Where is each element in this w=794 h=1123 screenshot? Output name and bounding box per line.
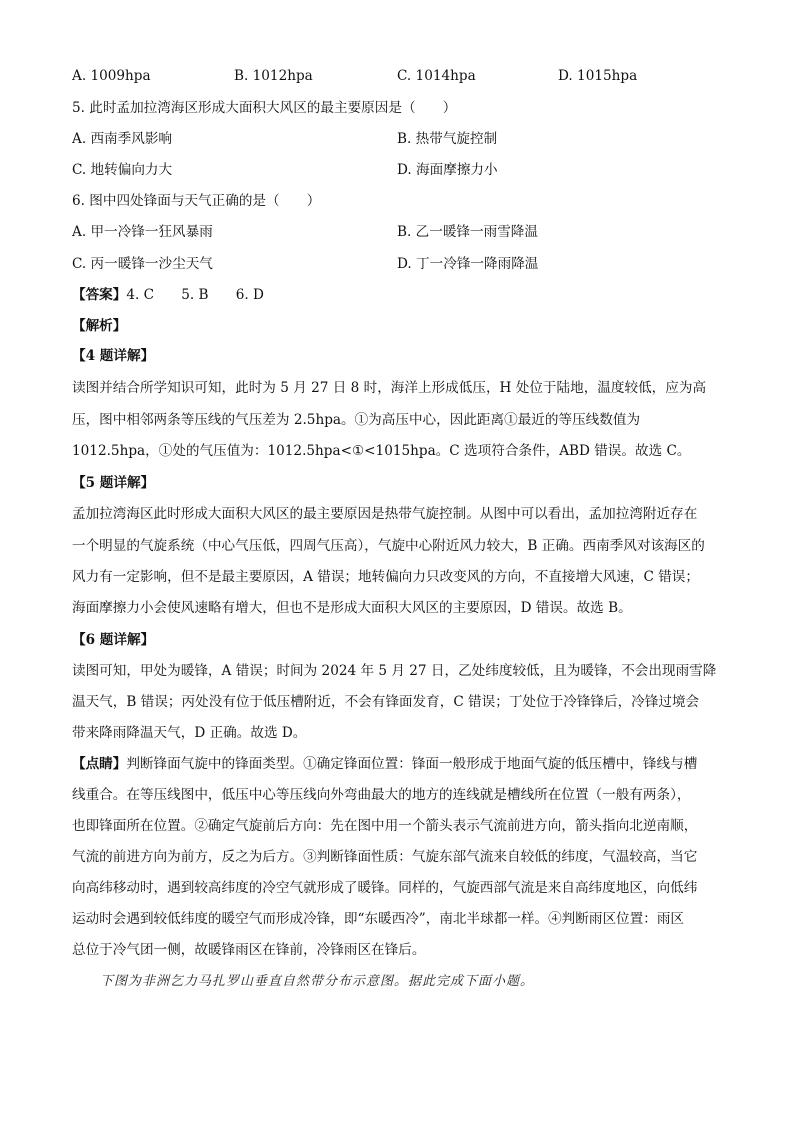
next-question-intro: 下图为非洲乞力马扎罗山垂直自然带分布示意图。据此完成下面小题。 (100, 974, 535, 989)
q6-option-c: C. 丙一暖锋一沙尘天气 (72, 256, 213, 272)
q6-detail-line: 温天气，B 错误；丙处没有位于低压槽附近，不会有锋面发育，C 错误；丁处位于冷锋锋后，冷锋过境会 (72, 694, 700, 710)
tip-label: 【点睛】 (72, 756, 127, 772)
q5-option-d: D. 海面摩擦力小 (397, 162, 498, 178)
q4-detail-line: 压，图中相邻两条等压线的气压差为 2.5hpa。①为高压中心，因此距离①最近的等压线数值为 (72, 412, 641, 428)
q4-detail-label: 【4 题详解】 (72, 348, 155, 364)
q6-detail-line: 带来降雨降温天气，D 正确。故选 D。 (72, 725, 307, 741)
q5-detail-line: 风力有一定影响，但不是最主要原因，A 错误；地转偏向力只改变风的方向，不直接增大风速，C 错误； (72, 569, 699, 585)
answer-text: 4. C 5. B 6. D (126, 287, 264, 303)
q5-option-c: C. 地转偏向力大 (72, 162, 173, 178)
q5-detail-line: 一个明显的气旋系统（中心气压低，四周气压高），气旋中心附近风力较大，B 正确。西南季风对该海区的 (72, 538, 705, 554)
q6-stem: 6. 图中四处锋面与天气正确的是（ ） (72, 193, 321, 209)
q6-detail-line: 读图可知，甲处为暖锋，A 错误；时间为 2024 年 5 月 27 日，乙处纬度较低，且为暖锋，不会出现雨雪降 (72, 663, 717, 679)
q4-option-a: A. 1009hpa (72, 68, 151, 84)
tip-line: 向高纬移动时，遇到较高纬度的冷空气就形成了暖锋。同样的，气旋西部气流是来自高纬度地区，向低纬 (72, 880, 698, 896)
q5-stem: 5. 此时孟加拉湾海区形成大面积大风区的最主要原因是（ ） (72, 100, 457, 116)
answer-line (72, 285, 264, 305)
q6-option-b: B. 乙一暖锋一雨雪降温 (397, 224, 538, 240)
q6-option-d: D. 丁一冷锋一降雨降温 (397, 256, 539, 272)
q4-detail-line: 1012.5hpa，①处的气压值为：1012.5hpa<①<1015hpa。C 选项符合条件，ABD 错误。故选 C。 (72, 443, 691, 459)
q4-detail-line: 读图并结合所学知识可知，此时为 5 月 27 日 8 时，海洋上形成低压，H 处位于陆地，温度较低，应为高 (72, 380, 707, 396)
tip-line: 气流的前进方向为前方，反之为后方。③判断锋面性质：气旋东部气流来自较低的纬度，气温较高，当它 (72, 849, 698, 865)
q4-option-b: B. 1012hpa (234, 68, 313, 84)
q4-option-c: C. 1014hpa (397, 68, 476, 84)
q6-detail-label: 【6 题详解】 (72, 632, 155, 648)
tip-line: 也即锋面所在位置。②确定气旋前后方向：先在图中用一个箭头表示气流前进方向，箭头指向北逆南顺， (72, 818, 698, 834)
tip-line: 运动时会遇到较低纬度的暖空气而形成冷锋，即“东暖西冷”，南北半球都一样。④判断雨区位置：雨区 (72, 911, 685, 927)
tip-line-first (72, 754, 697, 774)
analysis-label: 【解析】 (72, 318, 127, 334)
answer-label: 【答案】 (72, 287, 127, 303)
tip-text: 判断锋面气旋中的锋面类型。①确定锋面位置：锋面一般形成于地面气旋的低压槽中，锋线与槽 (126, 756, 698, 772)
q5-option-a: A. 西南季风影响 (72, 131, 173, 147)
q5-detail-label: 【5 题详解】 (72, 475, 155, 491)
tip-line: 线重合。在等压线图中，低压中心等压线向外弯曲最大的地方的连线就是槽线所在位置（一般有两条）， (72, 787, 691, 803)
q5-option-b: B. 热带气旋控制 (397, 131, 498, 147)
q5-detail-line: 孟加拉湾海区此时形成大面积大风区的最主要原因是热带气旋控制。从图中可以看出，孟加拉湾附近存在 (72, 506, 698, 522)
q5-detail-line: 海面摩擦力小会使风速略有增大，但也不是形成大面积大风区的主要原因，D 错误。故选 B。 (72, 600, 632, 616)
q4-option-d: D. 1015hpa (558, 68, 638, 84)
q6-option-a: A. 甲一冷锋一狂风暴雨 (72, 224, 213, 240)
tip-line: 总位于冷气团一侧，故暖锋雨区在锋前，冷锋雨区在锋后。 (72, 942, 426, 958)
